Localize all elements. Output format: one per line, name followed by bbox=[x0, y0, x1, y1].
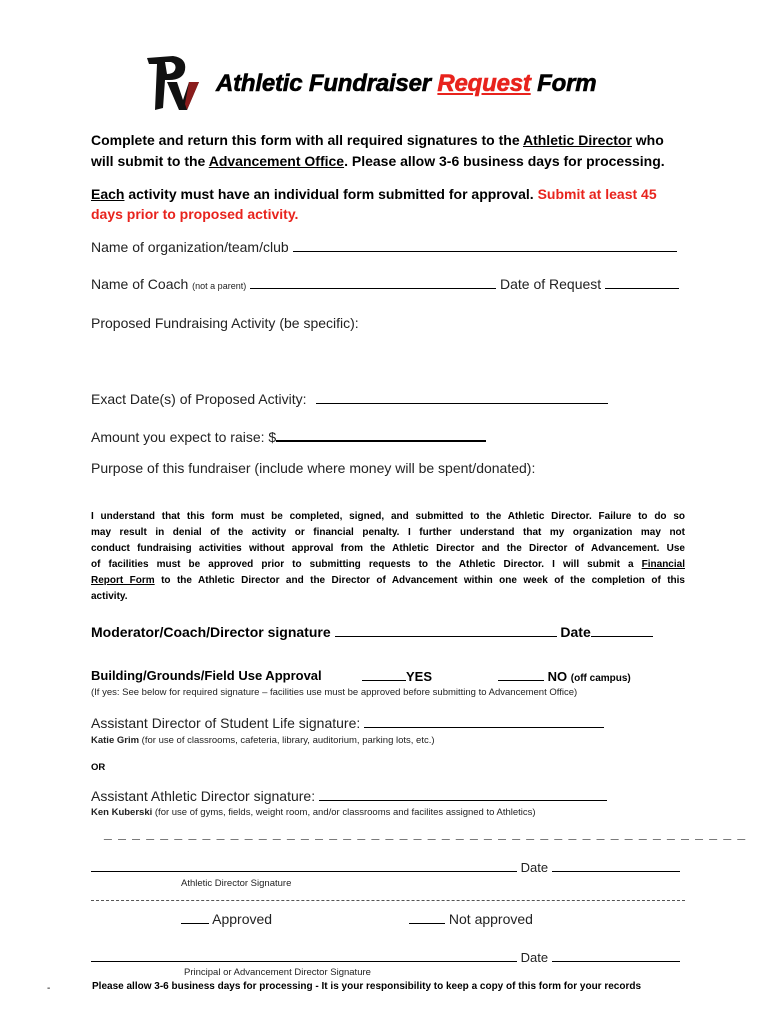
agreement-line bbox=[91, 557, 685, 573]
agreement-line: activity. bbox=[91, 591, 128, 602]
approved-label: Approved bbox=[212, 911, 273, 927]
exact-dates-label: Exact Date(s) of Proposed Activity: bbox=[91, 391, 307, 407]
intro-line-2 bbox=[91, 153, 665, 169]
asst-life-sig-field[interactable] bbox=[364, 715, 604, 728]
footer-mark: - bbox=[47, 983, 51, 994]
date-request-label: Date of Request bbox=[499, 276, 602, 292]
no-note: (off campus) bbox=[570, 673, 631, 684]
moderator-date-field[interactable] bbox=[591, 624, 653, 637]
coach-note: (not a parent) bbox=[192, 281, 247, 291]
school-logo bbox=[143, 52, 203, 114]
financial-report-ref: Report Form bbox=[91, 575, 155, 586]
principal-sig-field[interactable] bbox=[91, 949, 517, 962]
approved-option bbox=[181, 911, 272, 927]
ad-sig-field[interactable] bbox=[91, 859, 517, 872]
katie-row bbox=[91, 735, 435, 746]
approved-field[interactable] bbox=[181, 911, 209, 924]
intro-line-3 bbox=[91, 186, 657, 202]
asst-ath-row bbox=[91, 788, 607, 804]
moderator-date-label: Date bbox=[560, 624, 591, 640]
moderator-sig-field[interactable] bbox=[335, 624, 557, 637]
ad-date-label: Date bbox=[520, 860, 549, 875]
ad-date-field[interactable] bbox=[552, 859, 680, 872]
title-request-word: Request bbox=[437, 70, 531, 97]
dashed-divider bbox=[91, 900, 685, 901]
amount-field[interactable] bbox=[276, 428, 486, 442]
deadline-warning-cont: days prior to proposed activity. bbox=[91, 206, 299, 222]
moderator-sig-row bbox=[91, 624, 653, 640]
agreement-line: conduct fundraising activities without approval from the Athletic Director and the Director of Advancement. Use bbox=[91, 543, 685, 554]
ken-row bbox=[91, 807, 536, 818]
intro-text: activity must have an individual form submitted for approval. bbox=[124, 186, 538, 202]
asst-life-row bbox=[91, 715, 604, 731]
or-label: OR bbox=[91, 762, 106, 773]
principal-date-label: Date bbox=[520, 950, 549, 965]
financial-report-ref: Financial bbox=[641, 559, 685, 570]
no-label: NO bbox=[547, 669, 568, 684]
building-label: Building/Grounds/Field Use Approval bbox=[91, 668, 322, 683]
exact-dates-field[interactable] bbox=[316, 391, 608, 404]
no-field[interactable] bbox=[498, 668, 544, 681]
intro-text: will submit to the bbox=[91, 153, 209, 169]
advancement-office-ref: Advancement Office bbox=[208, 153, 345, 169]
agreement-line bbox=[91, 573, 685, 589]
asst-ath-label: Assistant Athletic Director signature: bbox=[91, 788, 316, 804]
amount-row bbox=[91, 428, 486, 445]
form-title bbox=[216, 70, 596, 98]
org-name-label: Name of organization/team/club bbox=[91, 239, 289, 255]
building-note: (If yes: See below for required signature – facilities use must be approved before submitting to Advancement Office) bbox=[91, 687, 578, 698]
not-approved-field[interactable] bbox=[409, 911, 445, 924]
intro-line-1 bbox=[91, 132, 664, 148]
asst-life-label: Assistant Director of Student Life signature: bbox=[91, 715, 361, 731]
intro-text: . Please allow 3-6 business days for processing. bbox=[344, 153, 665, 169]
each-word: Each bbox=[91, 186, 125, 202]
amount-label: Amount you expect to raise: $ bbox=[91, 429, 277, 445]
katie-note: (for use of classrooms, cafeteria, library, auditorium, parking lots, etc.) bbox=[139, 735, 435, 746]
katie-name: Katie Grim bbox=[91, 735, 140, 746]
agreement-text: of facilities must be approved prior to submitting requests to the Athletic Director. I will submit a bbox=[91, 559, 642, 570]
org-name-field[interactable] bbox=[293, 239, 677, 252]
yes-field[interactable] bbox=[362, 668, 406, 681]
principal-date-field[interactable] bbox=[552, 949, 680, 962]
footer-note: Please allow 3-6 business days for processing - It is your responsibility to keep a copy of this form for your records bbox=[92, 981, 642, 992]
purpose-label: Purpose of this fundraiser (include where money will be spent/donated): bbox=[91, 460, 536, 476]
yes-label: YES bbox=[406, 669, 433, 684]
intro-text: who bbox=[631, 132, 664, 148]
exact-dates-row bbox=[91, 391, 608, 407]
ad-sig-row bbox=[91, 859, 680, 875]
principal-sig-row bbox=[91, 949, 680, 965]
intro-text: Complete and return this form with all required signatures to the bbox=[91, 132, 523, 148]
asst-ath-sig-field[interactable] bbox=[319, 788, 607, 801]
separator-dashes: _ _ _ _ _ _ _ _ _ _ _ _ _ _ _ _ _ _ _ _ _ _ _ _ _ _ _ _ _ _ _ _ _ _ _ _ _ _ _ _ _ _ _ _ _ _ bbox=[104, 825, 747, 841]
moderator-sig-label: Moderator/Coach/Director signature bbox=[91, 624, 331, 640]
ken-name: Ken Kuberski bbox=[91, 807, 153, 818]
coach-name-label: Name of Coach bbox=[91, 276, 189, 292]
agreement-paragraph bbox=[91, 509, 685, 605]
agreement-line: I understand that this form must be completed, signed, and submitted to the Athletic Director. Failure to do so bbox=[91, 511, 685, 522]
activity-field[interactable] bbox=[91, 336, 685, 386]
ken-note: (for use of gyms, fields, weight room, and/or classrooms and facilites assigned to Athletics) bbox=[152, 807, 536, 818]
ad-sig-caption: Athletic Director Signature bbox=[181, 878, 292, 889]
date-request-field[interactable] bbox=[605, 276, 679, 289]
title-part-3: Form bbox=[530, 70, 597, 97]
principal-sig-caption: Principal or Advancement Director Signature bbox=[184, 967, 371, 978]
deadline-warning: Submit at least 45 bbox=[537, 186, 657, 202]
no-option bbox=[498, 668, 631, 684]
activity-label: Proposed Fundraising Activity (be specific): bbox=[91, 315, 359, 331]
coach-row bbox=[91, 276, 679, 292]
title-part-1: Athletic Fundraiser bbox=[216, 70, 438, 97]
athletic-director-ref: Athletic Director bbox=[522, 132, 632, 148]
not-approved-label: Not approved bbox=[448, 911, 533, 927]
not-approved-option bbox=[409, 911, 533, 927]
coach-name-field[interactable] bbox=[250, 276, 496, 289]
org-name-row bbox=[91, 239, 677, 255]
yes-option bbox=[362, 668, 432, 684]
agreement-line: may result in denial of the activity or financial penalty. I further understand that my organization may not bbox=[91, 527, 685, 538]
agreement-text: to the Athletic Director and the Director of Advancement within one week of the completion of this bbox=[154, 575, 685, 586]
